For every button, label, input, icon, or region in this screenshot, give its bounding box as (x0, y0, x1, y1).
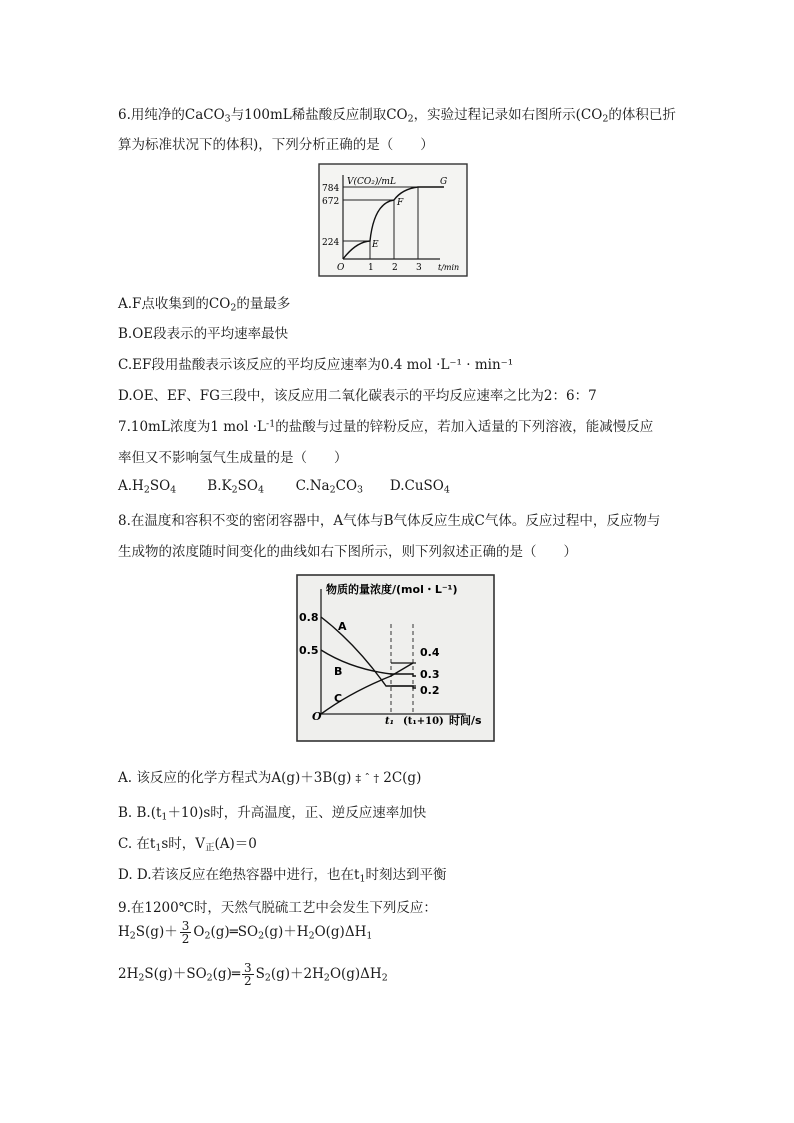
q7-options (118, 478, 450, 494)
q6-ytick-672: 672 (322, 197, 340, 207)
q6-figure (318, 163, 468, 277)
q6-xtick-1: 1 (368, 263, 374, 273)
q6-xtick-3: 3 (416, 263, 422, 273)
q8-t1: t₁ (385, 716, 394, 727)
q9-equation-1: $H_2S(g)+$ $\frac{3}{2}$ $O_2(g)═SO_2(g)+H_2O(g)\Delta H_1$ (118, 919, 373, 946)
q6-point-E: E (372, 240, 379, 250)
q8-ylabel: 物质的量浓度/(mol・L⁻¹) (326, 583, 458, 596)
q8-label-C: C (334, 692, 343, 705)
q7-stem-line1: 7.10mL浓度为1 mol $\cdot L^{-1}$的盐酸与过量的锌粉反应，若加入适量的下列溶液，能减慢反应 (118, 418, 654, 435)
q8-t1-plus-10: (t₁+10) (403, 716, 444, 727)
q8-ytick-0.8: 0.8 (299, 611, 319, 624)
q8-option-d: D. D.若该反应在绝热容器中进行，也在$t_1$时刻达到平衡 (118, 867, 447, 885)
q8-stem-line2: 生成物的浓度随时间变化的曲线如右下图所示，则下列叙述正确的是（ ） (118, 544, 577, 560)
q8-option-c: C. 在$t_1s$时，$V_正(A)=0$ (118, 836, 257, 854)
q6-option-b: B.OE段表示的平均速率最快 (118, 326, 289, 342)
q6-option-a: A.F点收集到的$CO_2$的量最多 (118, 296, 291, 314)
q8-value-0.4: 0.4 (420, 646, 440, 659)
q6-stem-line1: 6.用纯净的CaCO$_3$与100mL稀盐酸反应制取$CO_2$，实验过程记录如右图所示($CO_2$的体积已折 (118, 107, 676, 125)
q6-point-G: G (440, 177, 448, 187)
q8-figure (296, 574, 495, 742)
q8-stem-line1: 8.在温度和容积不变的密闭容器中，A气体与B气体反应生成C气体。反应过程中，反应物与 (118, 513, 661, 529)
q8-option-b: B. $B.(t_1+10)s$时，升高温度，正、逆反应速率加快 (118, 805, 427, 823)
q8-origin: O (312, 710, 322, 723)
q6-option-d: D.OE、EF、FG三段中，该反应用二氧化碳表示的平均反应速率之比为2：6：7 (118, 388, 597, 404)
q7-option-b: $B.K_2SO_4$ (207, 478, 264, 496)
q6-xtick-2: 2 (392, 263, 398, 273)
q8-option-a: A. 该反应的化学方程式为A(g)＋3B(g) ‡ ˆ † 2C(g) (118, 770, 422, 786)
q7-stem-line2: 率但又不影响氢气生成量的是（ ） (118, 450, 348, 466)
q7-option-c: $C.Na_2CO_3$ (295, 478, 364, 496)
q6-ytick-784: 784 (322, 184, 340, 194)
q7-option-a: $A.H_2SO_4$ (118, 478, 177, 496)
q8-value-0.2: 0.2 (420, 684, 440, 697)
q9-equation-2: $2H_2S(g)+SO_2(g)═$ $\frac{3}{2}$ $S_2(g)+2H_2O(g)\Delta H_2$ (118, 961, 388, 988)
q8-value-0.3: 0.3 (420, 668, 440, 681)
q8-ytick-0.5: 0.5 (299, 644, 319, 657)
q6-point-F: F (397, 198, 404, 208)
q6-ytick-224: 224 (322, 238, 340, 248)
q6-xlabel: t/min (438, 263, 460, 272)
q8-label-A: A (338, 620, 347, 633)
q6-stem-line2: 算为标准状况下的体积)，下列分析正确的是（ ） (118, 137, 434, 153)
equilibrium-arrow-glyph: ‡ ˆ † (355, 772, 379, 785)
q6-ylabel: V(CO₂)/mL (347, 177, 396, 187)
q9-stem: 9.在1200℃时，天然气脱硫工艺中会发生下列反应： (118, 900, 437, 916)
q6-origin: O (337, 263, 345, 273)
q6-option-c: C.EF段用盐酸表示该反应的平均反应速率为0.4 mol ·L⁻¹ · min⁻¹ (118, 357, 514, 373)
q7-option-d: D.CuSO$_4$ (389, 478, 450, 496)
q8-xlabel: 时间/s (449, 714, 482, 727)
q8-label-B: B (334, 665, 343, 678)
